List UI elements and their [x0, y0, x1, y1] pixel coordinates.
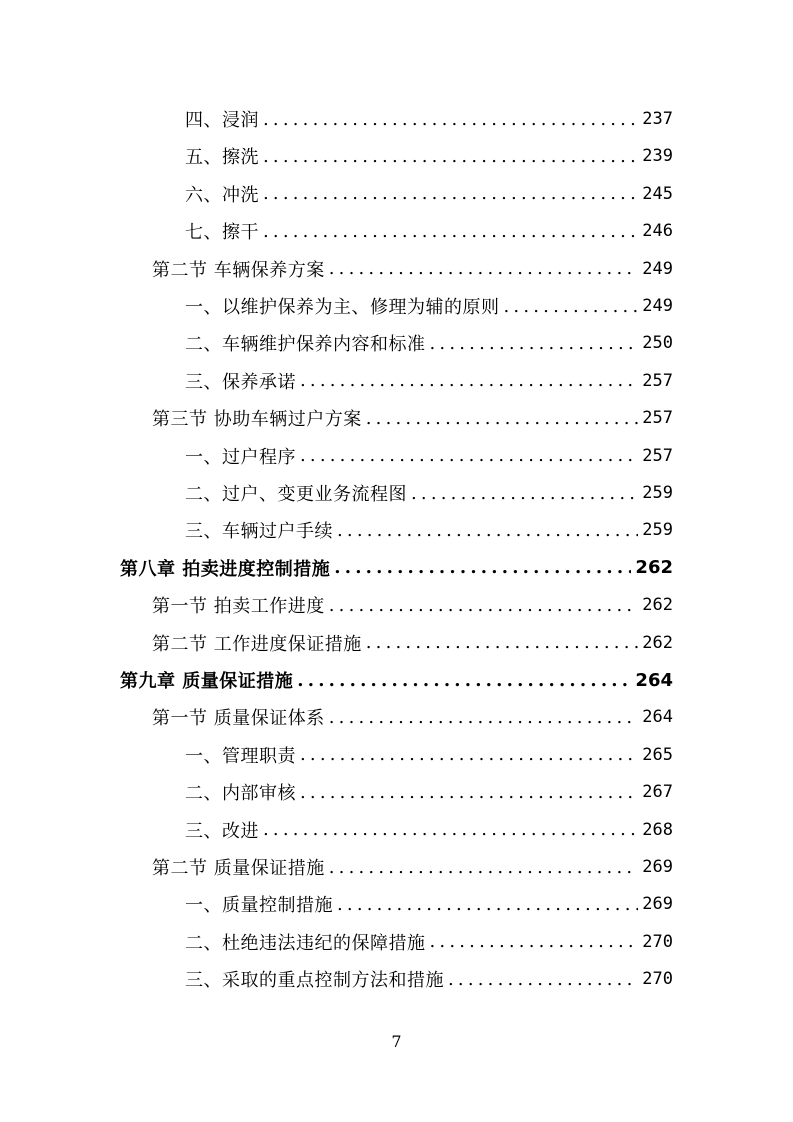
toc-entry-title: 二、过户、变更业务流程图	[185, 484, 407, 505]
toc-entry-title: 七、擦干	[185, 222, 259, 244]
toc-dot-leader	[337, 894, 638, 915]
toc-entry-page: 269	[642, 857, 673, 877]
toc-subsection-entry	[185, 886, 673, 923]
toc-entry-title: 第二节 车辆保养方案	[152, 259, 325, 281]
toc-entry-title: 三、保养承诺	[185, 371, 296, 393]
toc-dot-leader	[411, 483, 638, 504]
toc-entry-page: 270	[642, 969, 673, 990]
toc-subsection-entry	[185, 811, 673, 848]
toc-section-entry	[152, 587, 673, 624]
toc-dot-leader	[263, 109, 638, 130]
toc-entry-page: 249	[642, 258, 673, 279]
toc-entry-page: 262	[642, 632, 673, 653]
toc-entry-title: 一、以维护保养为主、修理为辅的原则	[185, 297, 500, 318]
toc-dot-leader	[300, 370, 638, 391]
toc-chapter-entry	[120, 549, 673, 586]
toc-dot-leader	[504, 296, 639, 317]
toc-dot-leader	[448, 969, 638, 990]
toc-dot-leader	[334, 557, 631, 578]
toc-subsection-entry	[185, 213, 673, 250]
toc-subsection-entry	[185, 774, 673, 811]
toc-dot-leader	[300, 744, 638, 765]
toc-entry-page: 245	[642, 183, 673, 204]
toc-section-entry	[152, 250, 673, 287]
toc-entry-title: 一、质量控制措施	[185, 895, 333, 917]
toc-entry-title: 一、管理职责	[185, 745, 296, 767]
toc-dot-leader	[329, 595, 639, 616]
toc-entry-page: 259	[642, 483, 673, 503]
toc-entry-page: 264	[642, 707, 673, 728]
toc-section-entry	[152, 400, 673, 437]
toc-subsection-entry	[185, 437, 673, 474]
toc-entry-page: 257	[642, 445, 673, 466]
toc-entry-page: 265	[642, 744, 673, 765]
toc-dot-leader	[263, 221, 638, 242]
toc-subsection-entry	[185, 512, 673, 549]
toc-dot-leader	[297, 670, 631, 691]
toc-entry-title: 第一节 质量保证体系	[152, 708, 325, 730]
toc-section-entry	[152, 699, 673, 736]
page-number: 7	[391, 1032, 402, 1051]
toc-entry-title: 二、杜绝违法违纪的保障措施	[185, 932, 426, 954]
toc-entry-page: 267	[642, 782, 673, 803]
toc-dot-leader	[300, 782, 638, 803]
toc-entry-title: 六、冲洗	[185, 184, 259, 206]
toc-subsection-entry	[185, 961, 673, 998]
toc-dot-leader	[366, 408, 639, 429]
toc-chapter-entry	[120, 662, 673, 699]
toc-subsection-entry	[185, 101, 673, 138]
toc-section-entry	[152, 624, 673, 661]
toc-entry-title: 四、浸润	[185, 110, 259, 131]
toc-entry-title: 第三节 协助车辆过户方案	[152, 409, 362, 431]
toc-dot-leader	[329, 857, 639, 878]
toc-entry-title: 五、擦洗	[185, 147, 259, 169]
toc-dot-leader	[263, 819, 638, 840]
toc-dot-leader	[300, 445, 638, 466]
toc-entry-page: 257	[642, 370, 673, 391]
toc-entry-page: 249	[642, 296, 673, 316]
toc-dot-leader	[329, 707, 639, 728]
toc-entry-page: 237	[642, 109, 673, 129]
toc-subsection-entry	[185, 923, 673, 960]
toc-dot-leader	[263, 146, 638, 167]
toc-entry-page: 250	[642, 333, 673, 354]
toc-entry-page: 257	[642, 408, 673, 429]
toc-entry-page: 246	[642, 221, 673, 242]
toc-subsection-entry	[185, 362, 673, 399]
toc-subsection-entry	[185, 475, 673, 512]
toc-entry-title: 第二节 工作进度保证措施	[152, 633, 362, 655]
toc-entry-page: 264	[635, 669, 673, 691]
toc-entry-page: 262	[642, 595, 673, 616]
toc-entry-title: 二、内部审核	[185, 783, 296, 805]
toc-subsection-entry	[185, 325, 673, 362]
toc-dot-leader	[329, 258, 639, 279]
toc-entry-page: 262	[635, 557, 673, 579]
toc-entry-title: 三、采取的重点控制方法和措施	[185, 970, 444, 992]
toc-subsection-entry	[185, 175, 673, 212]
toc-entry-title: 三、改进	[185, 820, 259, 842]
toc-subsection-entry	[185, 138, 673, 175]
toc-dot-leader	[430, 931, 639, 952]
toc-dot-leader	[366, 632, 639, 653]
toc-entry-title: 第九章 质量保证措施	[120, 671, 294, 692]
toc-dot-leader	[263, 183, 638, 204]
toc-subsection-entry	[185, 288, 673, 325]
toc-subsection-entry	[185, 736, 673, 773]
toc-entry-page: 259	[642, 520, 673, 541]
toc-entry-page: 239	[642, 146, 673, 167]
toc-entry-page: 269	[642, 894, 673, 915]
toc-entry-title: 第一节 拍卖工作进度	[152, 596, 325, 618]
toc-entry-title: 第八章 拍卖进度控制措施	[120, 558, 331, 580]
toc-entry-page: 268	[642, 819, 673, 840]
toc-entry-page: 270	[642, 931, 673, 952]
toc-entry-title: 三、车辆过户手续	[185, 521, 333, 543]
toc-entry-title: 一、过户程序	[185, 446, 296, 468]
toc-section-entry	[152, 849, 673, 886]
toc-dot-leader	[430, 333, 639, 354]
toc-entry-title: 二、车辆维护保养内容和标准	[185, 334, 426, 356]
toc-dot-leader	[337, 520, 638, 541]
toc-entry-title: 第二节 质量保证措施	[152, 858, 325, 879]
